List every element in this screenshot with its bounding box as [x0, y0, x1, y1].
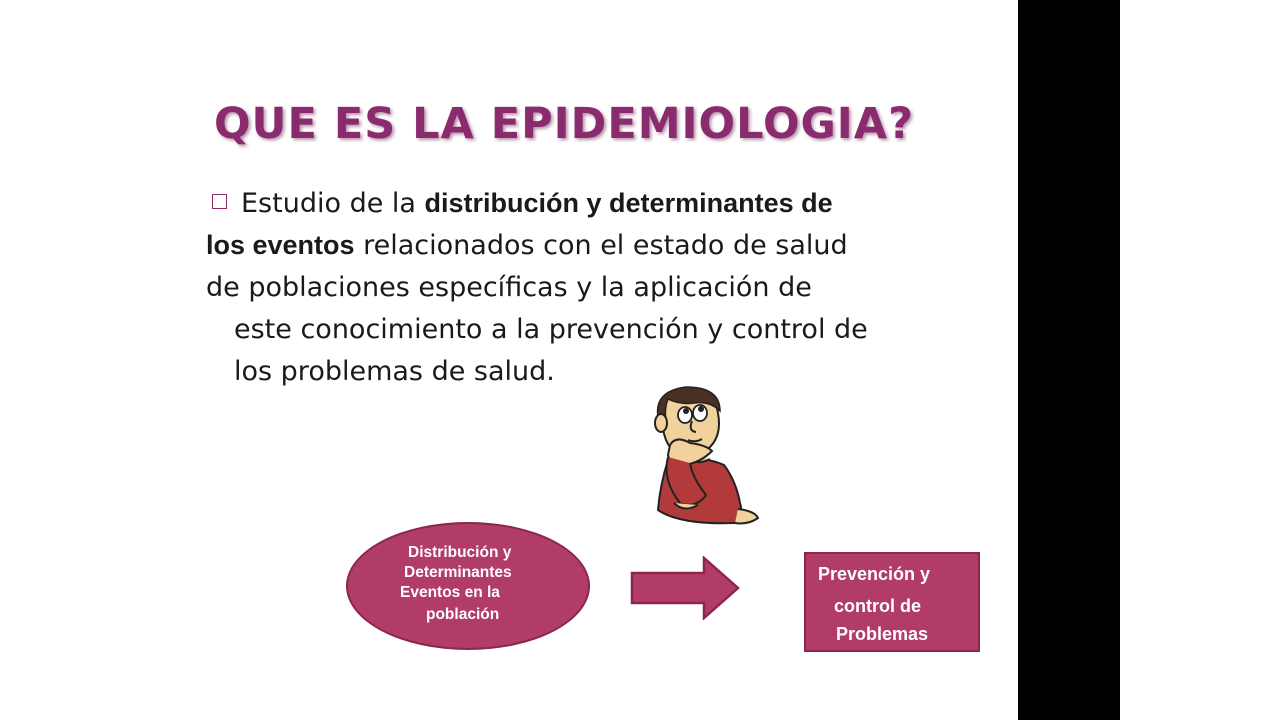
bullet-square-icon — [212, 194, 227, 209]
ellipse-label-line-2: Determinantes — [404, 564, 512, 581]
definition-text-normal: Estudio de la — [241, 188, 425, 219]
distribution-determinants-ellipse — [346, 522, 590, 650]
ellipse-label-line-3: Eventos en la — [400, 584, 500, 601]
ellipse-label-line-1: Distribución y — [408, 544, 512, 561]
slide-title: QUE ES LA EPIDEMIOLOGIA? — [214, 99, 915, 149]
prevention-control-box — [804, 552, 980, 652]
definition-line-5: los problemas de salud. — [234, 356, 555, 387]
thinking-man-icon — [640, 385, 770, 530]
box-label-line-1: Prevención y — [818, 564, 931, 584]
ellipse-label-line-4: población — [426, 606, 500, 623]
definition-line-4: este conocimiento a la prevención y control de — [234, 314, 868, 345]
definition-text-normal: relacionados con el estado de salud — [354, 230, 848, 261]
right-black-band — [1018, 0, 1120, 720]
definition-line-1 — [206, 188, 833, 219]
definition-line-3: de poblaciones específicas y la aplicación de — [206, 272, 812, 303]
definition-text-bold: los eventos — [206, 230, 355, 260]
definition-text-bold: distribución y determinantes de — [424, 188, 833, 218]
box-label-line-3: Problemas — [836, 624, 929, 644]
definition-line-2 — [206, 230, 848, 261]
box-label-line-2: control de — [834, 596, 922, 616]
right-arrow-icon — [630, 556, 742, 620]
